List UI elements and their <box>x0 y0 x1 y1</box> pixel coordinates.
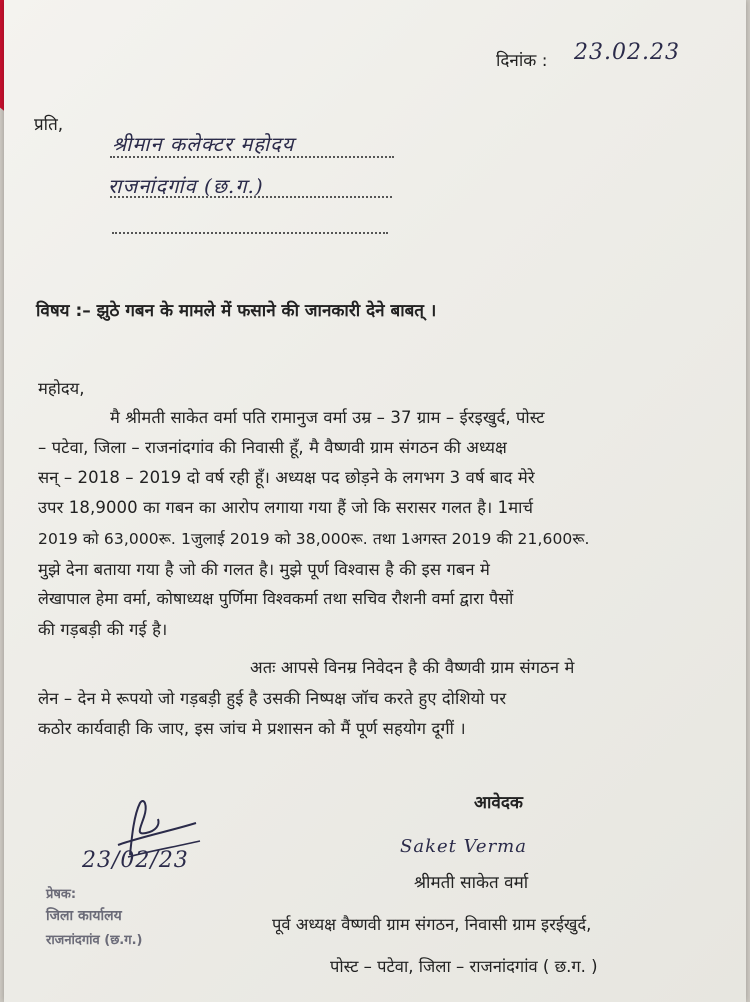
body-line: की गड़बड़ी की गई है। <box>38 620 168 639</box>
date-label: दिनांक : <box>496 51 548 71</box>
stamp-line-2: जिला कार्यालय <box>46 908 122 924</box>
applicant-label: आवेदक <box>474 793 523 813</box>
applicant-address-1: पूर्व अध्यक्ष वैष्णवी ग्राम संगठन, निवासी ग्राम इरईखुर्द, <box>272 915 592 934</box>
dotted-line-1 <box>110 156 394 158</box>
body-line: मुझे देना बताया गया है जो की गलत है। मुझे पूर्ण विश्वास है की इस गबन मे <box>38 560 490 579</box>
body-line: मै श्रीमती साकेत वर्मा पति रामानुज वर्मा उम्र – 37 ग्राम – ईरइखुर्द, पोस्ट <box>110 408 545 427</box>
body-line: उपर 18,9000 का गबन का आरोप लगाया गया हैं जो कि सरासर गलत है। 1मार्च <box>38 498 534 517</box>
body-line: अतः आपसे विनम्र निवेदन है की वैष्णवी ग्राम संगठन मे <box>250 658 575 677</box>
applicant-signature: Saket Verma <box>400 836 527 857</box>
applicant-address-2: पोस्ट – पटेवा, जिला – राजनांदगांव ( छ.ग. ) <box>330 957 598 976</box>
body-line: – पटेवा, जिला – राजनांदगांव की निवासी हूँ, मै वैष्णवी ग्राम संगठन की अध्यक्ष <box>38 438 507 457</box>
receipt-date: 23/02/23 <box>82 848 189 873</box>
body-line: सन् – 2018 – 2019 दो वर्ष रही हूँ। अध्यक्ष पद छोड़ने के लगभग 3 वर्ष बाद मेरे <box>38 468 535 487</box>
letter-page <box>4 0 746 1002</box>
date-value: 23.02.23 <box>574 40 680 65</box>
stamp-line-3: राजनांदगांव (छ.ग.) <box>46 933 143 948</box>
dotted-line-2 <box>110 196 392 198</box>
body-line: 2019 को 63,000रू. 1जुलाई 2019 को 38,000रू. तथा 1अगस्त 2019 की 21,600रू. <box>38 530 590 548</box>
applicant-name: श्रीमती साकेत वर्मा <box>414 873 529 893</box>
salutation: महोदय, <box>38 379 85 398</box>
stamp-line-1: प्रेषक: <box>46 887 77 902</box>
body-line: लेन – देन मे रूपयो जो गड़बड़ी हुई है उसकी निष्पक्ष जॉच करते हुए दोशियो पर <box>38 689 507 708</box>
recipient-prefix: प्रति, <box>34 115 64 135</box>
body-line: लेखापाल हेमा वर्मा, कोषाध्यक्ष पुर्णिमा विश्वकर्मा तथा सचिव रौशनी वर्मा द्वारा पैसों <box>38 589 514 608</box>
body-line: कठोर कार्यवाही कि जाए, इस जांच मे प्रशासन को मैं पूर्ण सहयोग दूगीं । <box>38 719 466 738</box>
subject-line: विषय :– झुठे गबन के मामले में फसाने की जानकारी देने बाबत् । <box>36 301 437 321</box>
dotted-line-3 <box>112 232 388 234</box>
recipient-line2: राजनांदगांव (छ.ग.) <box>108 174 264 198</box>
recipient-line1: श्रीमान कलेक्टर महोदय <box>112 132 295 156</box>
